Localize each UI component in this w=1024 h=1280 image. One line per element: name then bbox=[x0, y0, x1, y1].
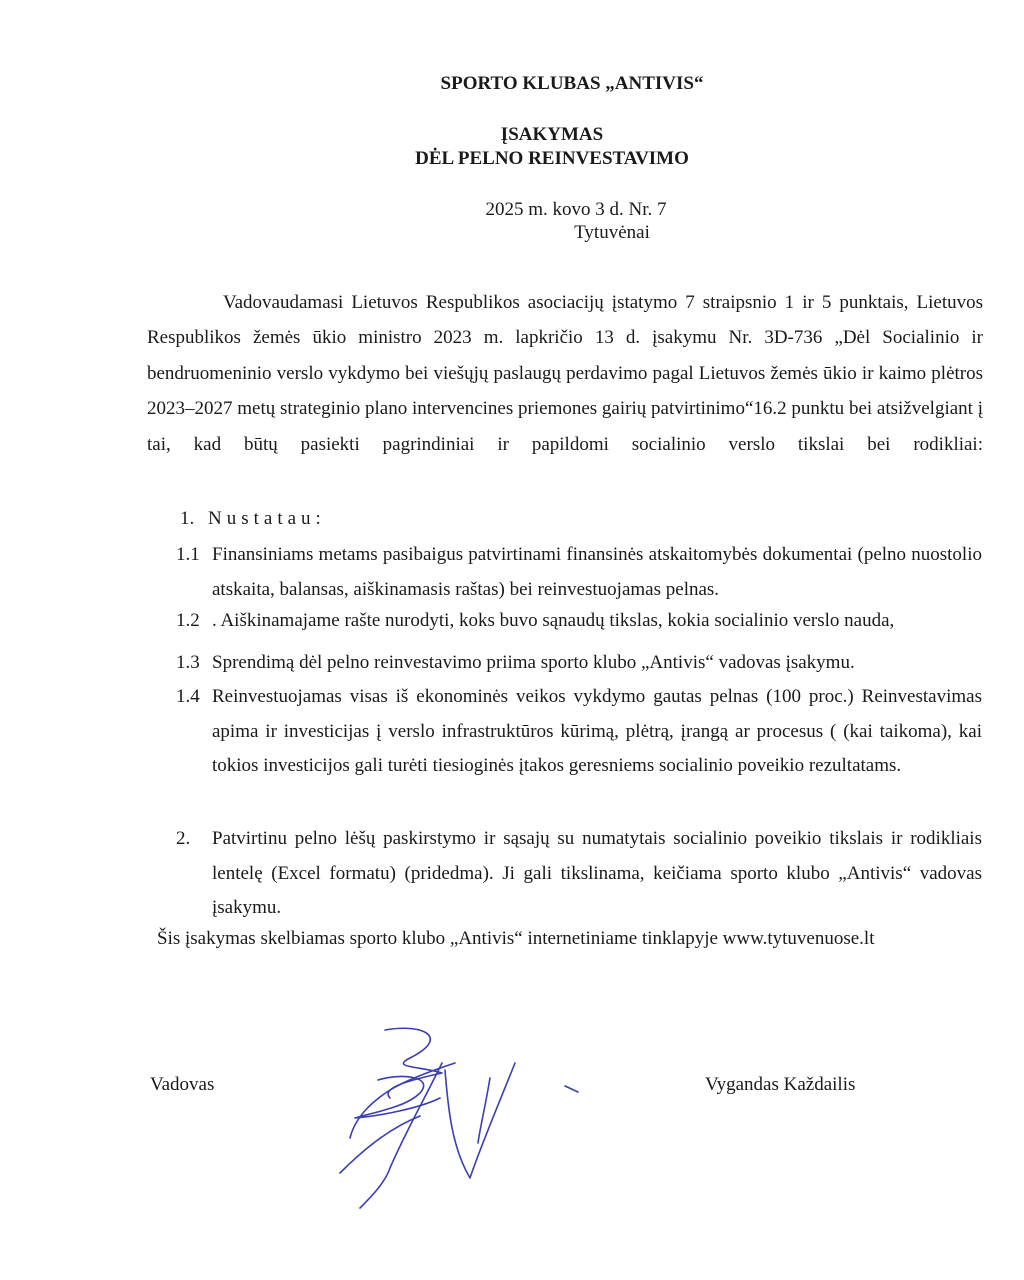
item-number: 2. bbox=[176, 828, 191, 849]
item-text: Patvirtinu pelno lėšų paskirstymo ir sąsajų su numatytais socialinio poveikio tikslais ir rodikliais lentelę (Excel formatu) (pridedma). Ji gali tikslinama, keičiama sporto klubo „Antivis“ vadovas įsakymu. bbox=[212, 828, 982, 918]
item-text: Reinvestuojamas visas iš ekonominės veikos vykdymo gautas pelnas (100 proc.) Reinvestavimas apima ir investicijas į verslo infrastruktūros kūrimą, plėtrą, įrangą ar procesus ( (kai taikoma), kai tokios investicijos gali turėti tiesioginės įtakos geresniems socialinio poveikio rezultatams. bbox=[212, 686, 982, 776]
item-text: Finansiniams metams pasibaigus patvirtinami finansinės atskaitomybės dokumentai (pelno nuostolio atskaita, balansas, aiškinamasis raštas) bei reinvestuojamas pelnas. bbox=[212, 544, 982, 600]
list-item-1-4 bbox=[176, 680, 982, 784]
list-item-1 bbox=[180, 502, 980, 537]
item-number: 1.2 bbox=[176, 610, 200, 631]
date-number: 2025 m. kovo 3 d. Nr. 7 bbox=[485, 199, 667, 220]
item-number: 1.4 bbox=[176, 686, 200, 707]
list-item-1-3 bbox=[176, 646, 982, 681]
organization-name: SPORTO KLUBAS „ANTIVIS“ bbox=[440, 73, 704, 94]
item-number: 1. bbox=[180, 508, 195, 529]
list-item-2 bbox=[176, 822, 982, 926]
document-type: ĮSAKYMAS bbox=[500, 124, 604, 145]
item-number: 1.1 bbox=[176, 544, 200, 565]
publication-notice: Šis įsakymas skelbiamas sporto klubo „Antivis“ internetiniame tinklapyje www.tytuvenuose.lt bbox=[157, 928, 875, 949]
signatory-role: Vadovas bbox=[150, 1074, 215, 1095]
item-number: 1.3 bbox=[176, 652, 200, 673]
item-text: . Aiškinamajame rašte nurodyti, koks buvo sąnaudų tikslas, kokia socialinio verslo nauda, bbox=[212, 610, 895, 631]
place: Tytuvėnai bbox=[574, 222, 650, 243]
item-text: Sprendimą dėl pelno reinvestavimo priima sporto klubo „Antivis“ vadovas įsakymu. bbox=[212, 652, 855, 673]
intro-paragraph: Vadovaudamasi Lietuvos Respublikos asociacijų įstatymo 7 straipsnio 1 ir 5 punktais, Lietuvos Respublikos žemės ūkio ministro 2023 m. lapkričio 13 d. įsakymu Nr. 3D-736 „Dėl Socialinio ir bendruomeninio verslo vykdymo bei viešųjų paslaugų perdavimo pagal Lietuvos žemės ūkio ir kaimo plėtros 2023–2027 metų strateginio plano intervencines priemones gairių patvirtinimo“16.2 punktu bei atsižvelgiant į tai, kad būtų pasiekti pagrindiniai ir papildomi socialinio verslo tikslai bei rodikliai: bbox=[147, 292, 983, 455]
handwritten-signature bbox=[330, 1018, 590, 1218]
signatory-name: Vygandas Každailis bbox=[705, 1074, 856, 1095]
document-title: DĖL PELNO REINVESTAVIMO bbox=[415, 148, 689, 169]
item-text: Nustatau: bbox=[208, 508, 326, 529]
list-item-1-1 bbox=[176, 538, 982, 607]
list-item-1-2 bbox=[176, 604, 982, 639]
